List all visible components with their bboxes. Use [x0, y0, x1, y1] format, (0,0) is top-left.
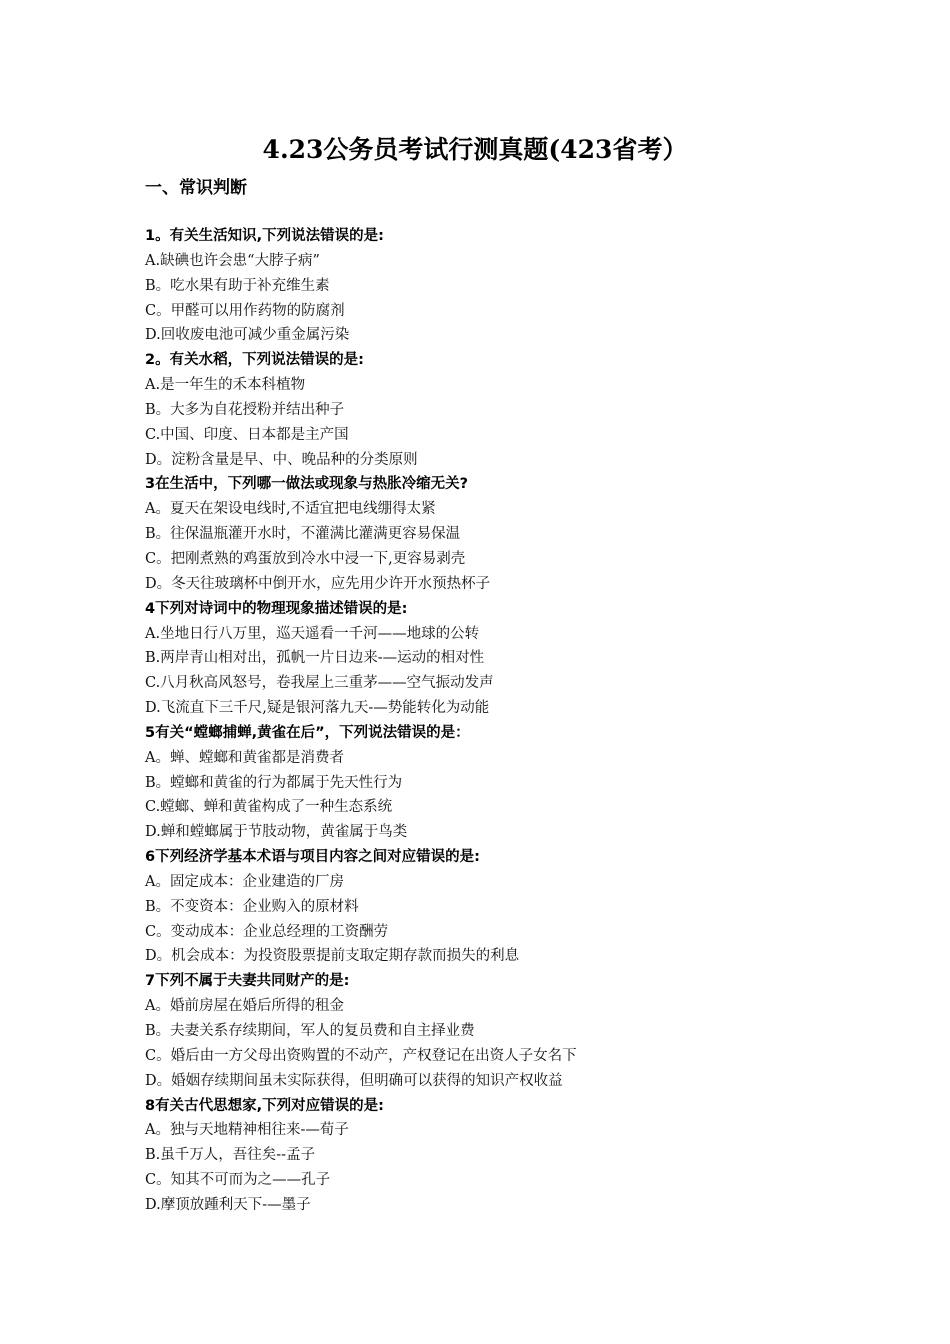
option-a: A.坐地日行八万里，巡天遥看一千河——地球的公转	[145, 625, 480, 642]
option-d: D.飞流直下三千尺,疑是银河落九天-—势能转化为动能	[145, 700, 490, 717]
option-b: B。往保温瓶灌开水时，不灌满比灌满更容易保温	[145, 526, 461, 543]
option-c: C.中国、印度、日本都是主产国	[145, 426, 349, 443]
option-b: B。大多为自花授粉并结出种子	[145, 401, 345, 418]
option-a: A.缺碘也许会患“大脖子病”	[145, 252, 320, 269]
option-d: D。机会成本：为投资股票提前支取定期存款而损失的利息	[145, 948, 520, 965]
option-b: B。夫妻关系存续期间，军人的复员费和自主择业费	[145, 1023, 475, 1039]
question-block	[145, 472, 845, 596]
section-heading: 一、常识判断	[145, 178, 247, 198]
option-a: A。蝉、螳螂和黄雀都是消费者	[145, 749, 344, 766]
question-block	[145, 1094, 845, 1218]
question-block	[145, 721, 845, 845]
option-c: C。把刚煮熟的鸡蛋放到冷水中浸一下,更容易剥壳	[145, 550, 466, 567]
question-block	[145, 597, 845, 721]
option-b: B。不变资本：企业购入的原材料	[145, 898, 359, 915]
question-stem: 3在生活中，下列哪一做法或现象与热胀冷缩无关?	[145, 476, 468, 493]
option-c: C。知其不可而为之——孔子	[145, 1172, 331, 1189]
option-d: D。婚姻存续期间虽未实际获得，但明确可以获得的知识产权收益	[145, 1072, 563, 1089]
question-block	[145, 969, 845, 1093]
option-d: D。冬天往玻璃杯中倒开水，应先用少许开水预热杯子	[145, 575, 491, 592]
option-d: D。淀粉含量是早、中、晚品种的分类原则	[145, 451, 418, 468]
option-d: D.蝉和螳螂属于节肢动物，黄雀属于鸟类	[145, 824, 408, 841]
option-a: A.是一年生的禾本科植物	[145, 377, 306, 394]
question-block	[145, 348, 845, 472]
question-stem: 4下列对诗词中的物理现象描述错误的是:	[145, 600, 408, 617]
question-block	[145, 224, 845, 348]
option-c: C。变动成本：企业总经理的工资酬劳	[145, 923, 389, 940]
option-d: D.回收废电池可减少重金属污染	[145, 327, 350, 344]
option-c: C.八月秋高风怒号，卷我屋上三重茅——空气振动发声	[145, 675, 494, 692]
option-b: B。吃水果有助于补充维生素	[145, 277, 330, 294]
question-stem: 1。有关生活知识,下列说法错误的是:	[145, 228, 384, 244]
question-block	[145, 845, 845, 969]
question-stem: 6下列经济学基本术语与项目内容之间对应错误的是:	[145, 849, 480, 866]
option-c: C。婚后由一方父母出资购置的不动产，产权登记在出资人子女名下	[145, 1047, 577, 1064]
option-b: B.两岸青山相对出，孤帆一片日边来-—运动的相对性	[145, 650, 485, 667]
option-a: A。夏天在架设电线时,不适宜把电线绷得太紧	[145, 501, 436, 518]
option-a: A。固定成本：企业建造的厂房	[145, 873, 344, 890]
option-c: C.螳螂、蝉和黄雀构成了一种生态系统	[145, 799, 393, 816]
option-b: B。螳螂和黄雀的行为都属于先天性行为	[145, 774, 403, 791]
option-a: A。独与天地精神相往来-—荀子	[145, 1122, 349, 1139]
question-list	[145, 224, 845, 1218]
option-a: A。婚前房屋在婚后所得的租金	[145, 998, 344, 1015]
option-c: C。甲醛可以用作药物的防腐剂	[145, 302, 345, 319]
option-b: B.虽千万人，吾往矣--孟子	[145, 1147, 316, 1164]
question-stem: 8有关古代思想家,下列对应错误的是:	[145, 1097, 384, 1114]
question-stem: 7下列不属于夫妻共同财产的是:	[145, 973, 350, 990]
question-stem: 2。有关水稻，下列说法错误的是:	[145, 352, 364, 369]
page-title: 4.23公务员考试行测真题(423省考）	[262, 135, 688, 164]
question-stem: 5有关“螳螂捕蝉,黄雀在后”，下列说法错误的是：	[145, 724, 470, 741]
option-d: D.摩顶放踵利天下-—墨子	[145, 1196, 311, 1213]
